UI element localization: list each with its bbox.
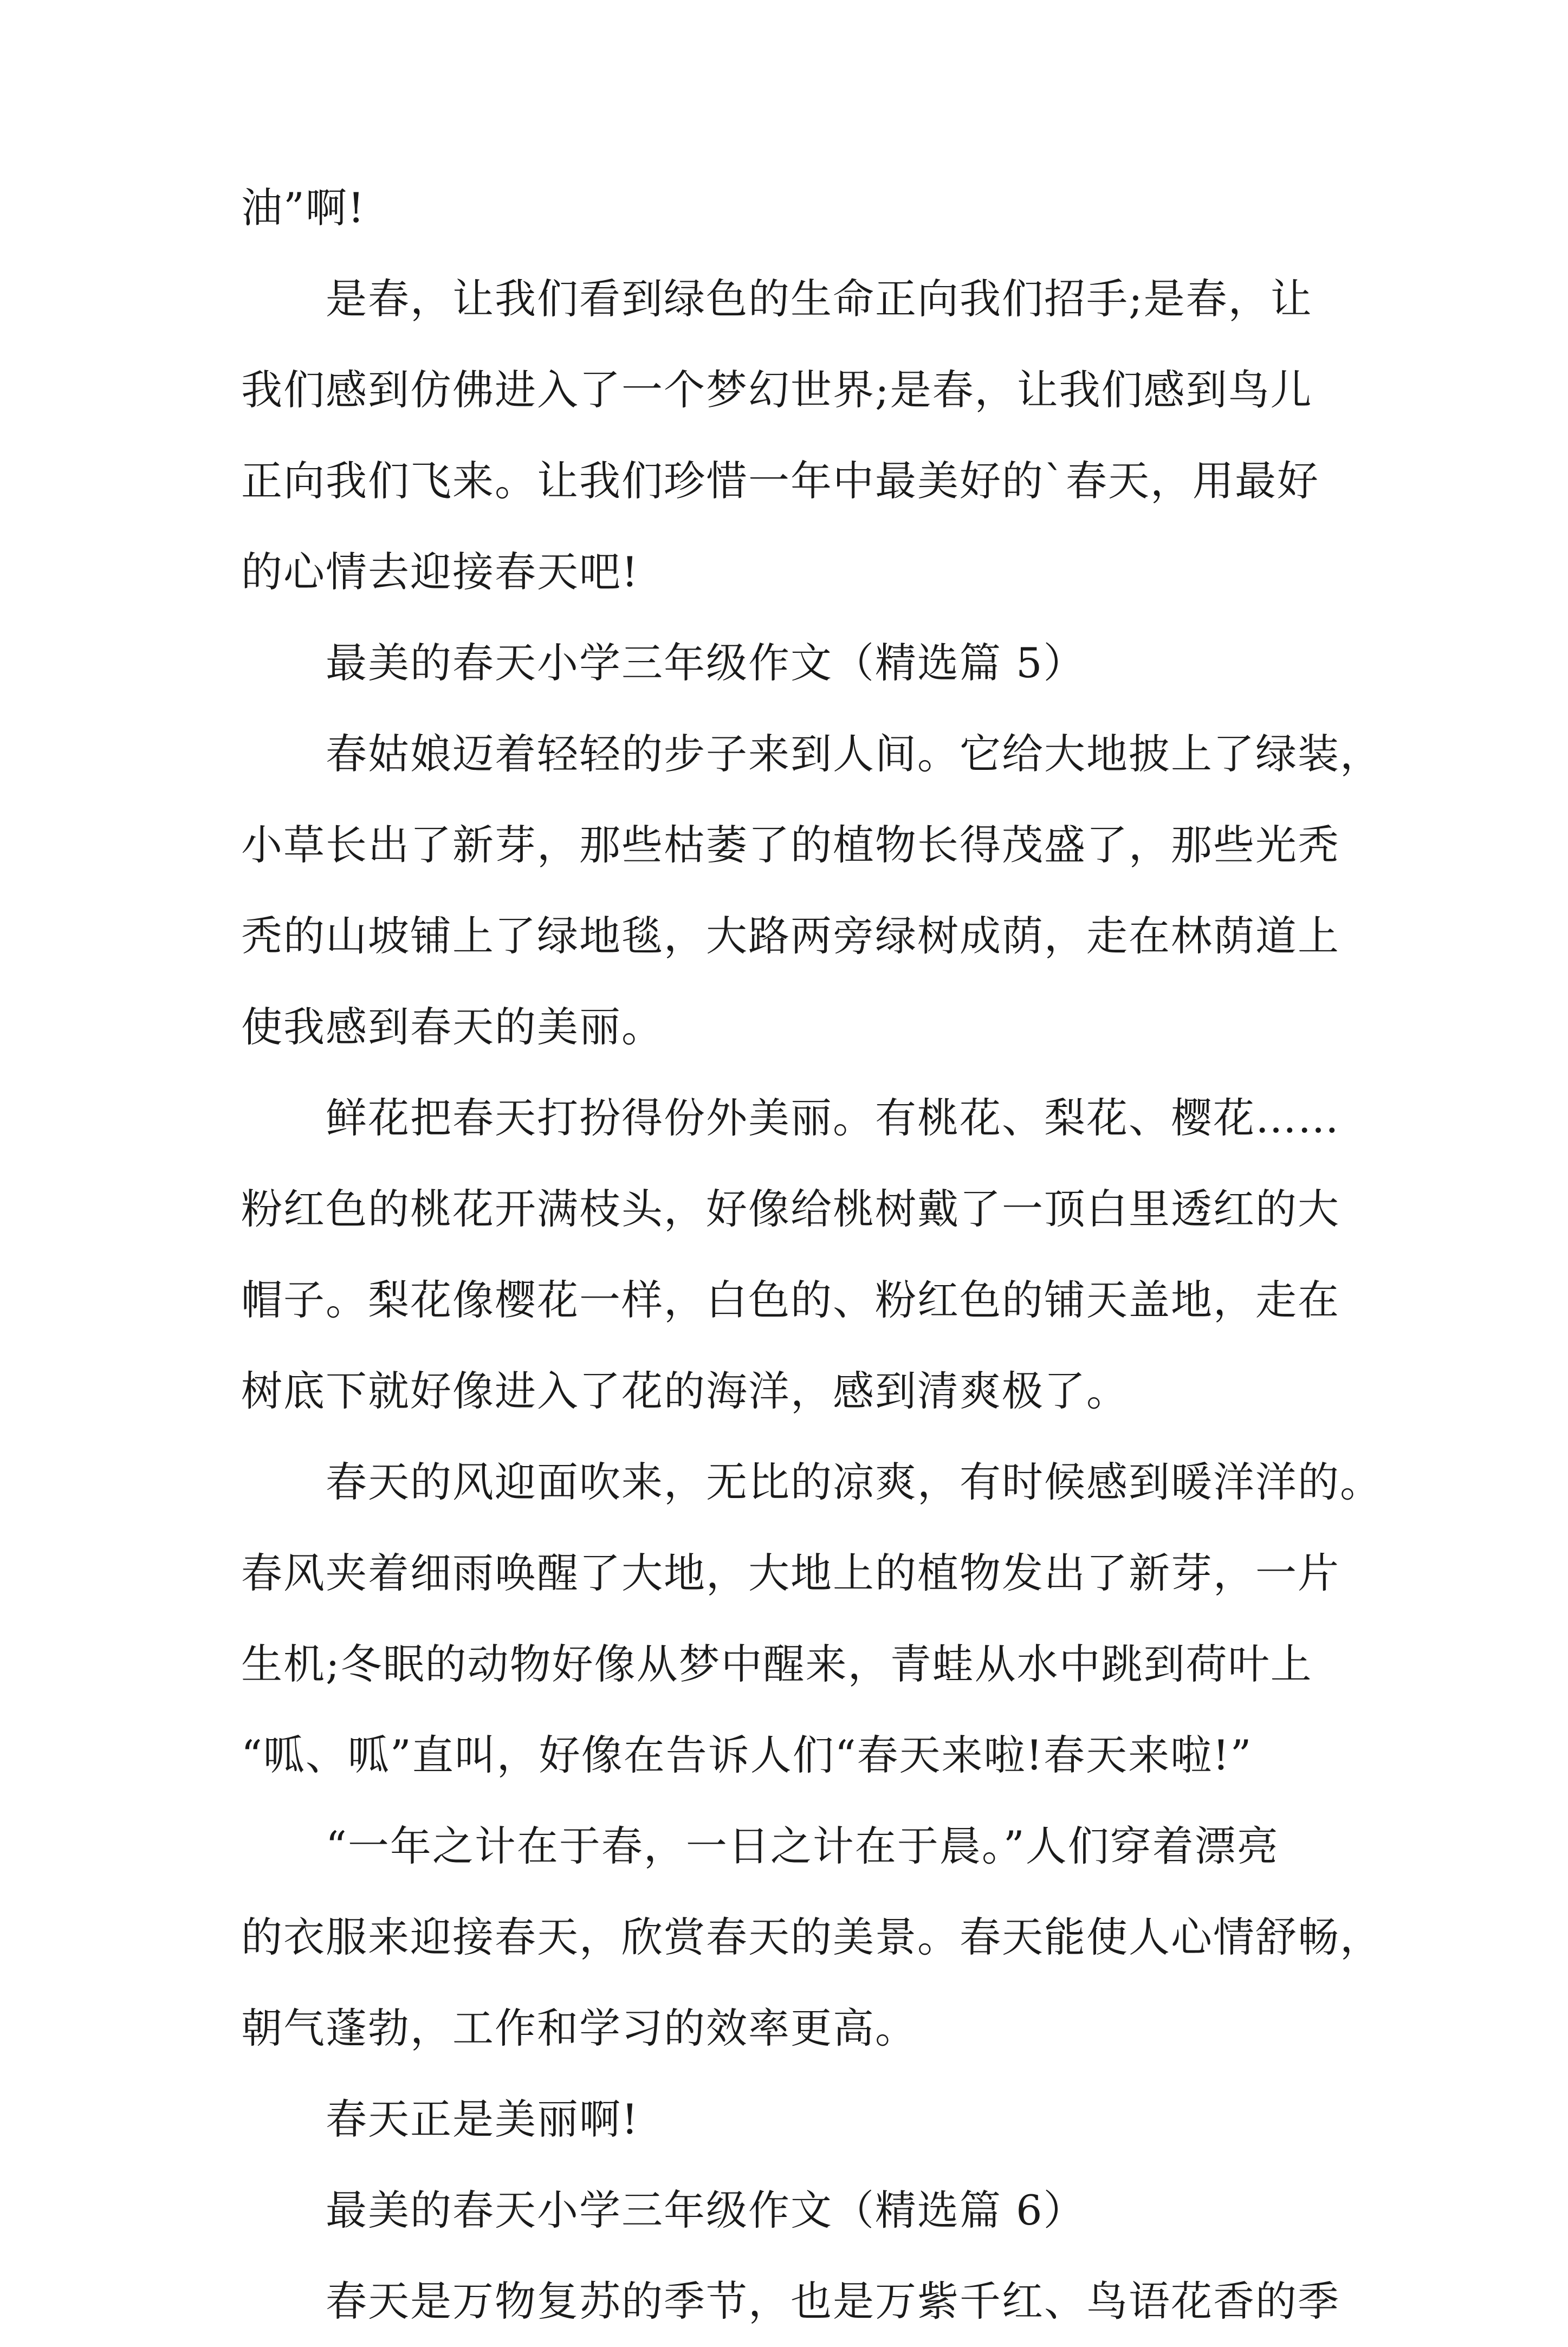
paragraph-start: 春天是万物复苏的季节，也是万紫千红、鸟语花香的季 — [326, 2277, 1340, 2325]
section-heading-6: 最美的春天小学三年级作文（精选篇 6） — [326, 2186, 1086, 2234]
paragraph-start: 春天正是美丽啊! — [326, 2095, 639, 2143]
essay-body — [241, 163, 1382, 2347]
section-heading-5: 最美的春天小学三年级作文（精选篇 5） — [326, 639, 1086, 687]
text-line: 帽子。梨花像樱花一样，白色的、粉红色的铺天盖地，走在 — [241, 1276, 1340, 1324]
paragraph-start: 鲜花把春天打扮得份外美丽。有桃花、梨花、樱花…… — [326, 1094, 1340, 1142]
text-line: 小草长出了新芽，那些枯萎了的植物长得茂盛了，那些光秃 — [241, 821, 1340, 869]
paragraph-start: “一年之计在于春，一日之计在于晨。”人们穿着漂亮 — [326, 1822, 1279, 1870]
text-line: 使我感到春天的美丽。 — [241, 1003, 664, 1051]
text-line: 春风夹着细雨唤醒了大地，大地上的植物发出了新芽，一片 — [241, 1549, 1340, 1597]
text-line: 秃的山坡铺上了绿地毯，大路两旁绿树成荫，走在林荫道上 — [241, 912, 1340, 960]
paragraph-start: 春姑娘迈着轻轻的步子来到人间。它给大地披上了绿装， — [326, 730, 1382, 778]
paragraph-start: 春天的风迎面吹来，无比的凉爽，有时候感到暖洋洋的。 — [326, 1458, 1382, 1506]
paragraph-start: 是春，让我们看到绿色的生命正向我们招手;是春，让 — [326, 275, 1313, 323]
text-line: 树底下就好像进入了花的海洋，感到清爽极了。 — [241, 1367, 1129, 1415]
text-line: 的心情去迎接春天吧! — [241, 548, 639, 596]
text-line: “呱、呱”直叫，好像在告诉人们“春天来啦!春天来啦!” — [241, 1731, 1253, 1779]
text-line: 朝气蓬勃，工作和学习的效率更高。 — [241, 2004, 917, 2052]
text-line: 粉红色的桃花开满枝头，好像给桃树戴了一顶白里透红的大 — [241, 1185, 1340, 1233]
text-line: 正向我们飞来。让我们珍惜一年中最美好的`春天，用最好 — [241, 457, 1319, 505]
text-line: 的衣服来迎接春天，欣赏春天的美景。春天能使人心情舒畅， — [241, 1913, 1382, 1961]
text-line: 生机;冬眠的动物好像从梦中醒来，青蛙从水中跳到荷叶上 — [241, 1640, 1313, 1688]
text-line: 油”啊! — [241, 184, 366, 232]
text-line: 我们感到仿佛进入了一个梦幻世界;是春，让我们感到鸟儿 — [241, 366, 1313, 414]
